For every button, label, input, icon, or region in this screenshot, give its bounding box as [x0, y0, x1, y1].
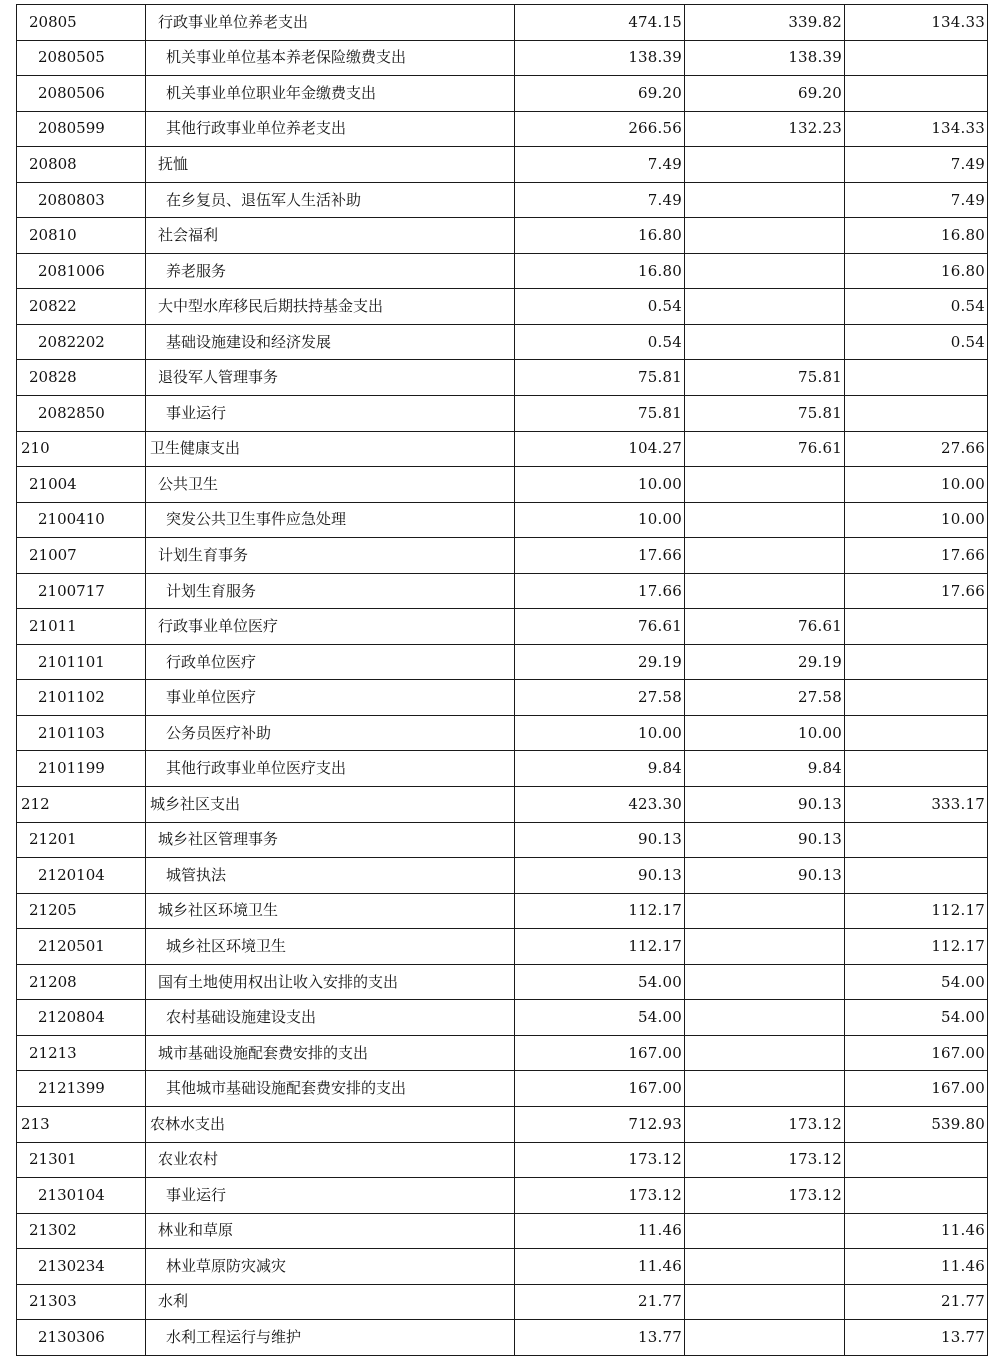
total-amount-cell: 0.54 [515, 324, 685, 360]
total-amount-cell: 112.17 [515, 929, 685, 965]
project-expenditure-cell: 17.66 [845, 573, 988, 609]
project-expenditure-cell: 27.66 [845, 431, 988, 467]
subject-name-cell: 林业草原防灾减灾 [146, 1249, 515, 1285]
project-expenditure-cell: 112.17 [845, 929, 988, 965]
project-expenditure-cell [845, 360, 988, 396]
table-row [17, 396, 988, 432]
project-expenditure-cell: 21.77 [845, 1284, 988, 1320]
project-expenditure-cell: 10.00 [845, 467, 988, 503]
project-expenditure-cell: 7.49 [845, 147, 988, 183]
project-expenditure-cell: 167.00 [845, 1071, 988, 1107]
subject-code-cell: 2130104 [17, 1178, 146, 1214]
table-row [17, 644, 988, 680]
basic-expenditure-cell [685, 893, 845, 929]
table-row [17, 751, 988, 787]
basic-expenditure-cell [685, 253, 845, 289]
subject-code-cell: 2081006 [17, 253, 146, 289]
table-row [17, 822, 988, 858]
table-row [17, 253, 988, 289]
basic-expenditure-cell: 138.39 [685, 40, 845, 76]
subject-code-cell: 21208 [17, 964, 146, 1000]
total-amount-cell: 29.19 [515, 644, 685, 680]
project-expenditure-cell: 167.00 [845, 1035, 988, 1071]
subject-name-cell: 突发公共卫生事件应急处理 [146, 502, 515, 538]
subject-name-cell: 城管执法 [146, 858, 515, 894]
basic-expenditure-cell: 339.82 [685, 5, 845, 41]
subject-name-cell: 公务员医疗补助 [146, 715, 515, 751]
subject-code-cell: 20805 [17, 5, 146, 41]
basic-expenditure-cell [685, 467, 845, 503]
total-amount-cell: 11.46 [515, 1249, 685, 1285]
basic-expenditure-cell: 75.81 [685, 360, 845, 396]
table-row [17, 1178, 988, 1214]
subject-name-cell: 林业和草原 [146, 1213, 515, 1249]
total-amount-cell: 10.00 [515, 502, 685, 538]
table-row [17, 324, 988, 360]
basic-expenditure-cell: 173.12 [685, 1178, 845, 1214]
subject-name-cell: 行政单位医疗 [146, 644, 515, 680]
project-expenditure-cell: 333.17 [845, 787, 988, 823]
total-amount-cell: 17.66 [515, 538, 685, 574]
project-expenditure-cell: 17.66 [845, 538, 988, 574]
basic-expenditure-cell [685, 929, 845, 965]
table-row [17, 5, 988, 41]
basic-expenditure-cell [685, 1213, 845, 1249]
table-row [17, 680, 988, 716]
project-expenditure-cell: 11.46 [845, 1213, 988, 1249]
total-amount-cell: 11.46 [515, 1213, 685, 1249]
table-row [17, 1035, 988, 1071]
total-amount-cell: 76.61 [515, 609, 685, 645]
table-row [17, 76, 988, 112]
subject-name-cell: 在乡复员、退伍军人生活补助 [146, 182, 515, 218]
total-amount-cell: 9.84 [515, 751, 685, 787]
total-amount-cell: 10.00 [515, 715, 685, 751]
basic-expenditure-cell [685, 1320, 845, 1356]
subject-name-cell: 农林水支出 [146, 1106, 515, 1142]
basic-expenditure-cell: 10.00 [685, 715, 845, 751]
basic-expenditure-cell [685, 964, 845, 1000]
subject-name-cell: 社会福利 [146, 218, 515, 254]
table-row [17, 360, 988, 396]
basic-expenditure-cell [685, 324, 845, 360]
subject-name-cell: 养老服务 [146, 253, 515, 289]
basic-expenditure-cell: 76.61 [685, 431, 845, 467]
project-expenditure-cell: 11.46 [845, 1249, 988, 1285]
table-row [17, 929, 988, 965]
table-row [17, 1142, 988, 1178]
subject-code-cell: 20810 [17, 218, 146, 254]
subject-name-cell: 事业单位医疗 [146, 680, 515, 716]
basic-expenditure-cell: 173.12 [685, 1106, 845, 1142]
basic-expenditure-cell: 27.58 [685, 680, 845, 716]
subject-code-cell: 2101199 [17, 751, 146, 787]
total-amount-cell: 69.20 [515, 76, 685, 112]
table-row [17, 1000, 988, 1036]
basic-expenditure-cell [685, 1000, 845, 1036]
project-expenditure-cell [845, 40, 988, 76]
basic-expenditure-cell: 76.61 [685, 609, 845, 645]
basic-expenditure-cell [685, 289, 845, 325]
subject-code-cell: 21302 [17, 1213, 146, 1249]
table-row [17, 715, 988, 751]
subject-code-cell: 2120804 [17, 1000, 146, 1036]
total-amount-cell: 54.00 [515, 964, 685, 1000]
total-amount-cell: 173.12 [515, 1178, 685, 1214]
basic-expenditure-cell [685, 1035, 845, 1071]
total-amount-cell: 167.00 [515, 1071, 685, 1107]
project-expenditure-cell [845, 858, 988, 894]
basic-expenditure-cell: 75.81 [685, 396, 845, 432]
subject-code-cell: 213 [17, 1106, 146, 1142]
total-amount-cell: 54.00 [515, 1000, 685, 1036]
table-row [17, 1320, 988, 1356]
subject-name-cell: 城乡社区环境卫生 [146, 929, 515, 965]
subject-code-cell: 2100717 [17, 573, 146, 609]
subject-code-cell: 21301 [17, 1142, 146, 1178]
total-amount-cell: 712.93 [515, 1106, 685, 1142]
table-body [17, 5, 988, 1356]
total-amount-cell: 16.80 [515, 218, 685, 254]
expenditure-table [16, 4, 988, 1356]
table-row [17, 1249, 988, 1285]
subject-code-cell: 21213 [17, 1035, 146, 1071]
project-expenditure-cell [845, 644, 988, 680]
total-amount-cell: 90.13 [515, 858, 685, 894]
subject-name-cell: 城乡社区支出 [146, 787, 515, 823]
basic-expenditure-cell: 132.23 [685, 111, 845, 147]
total-amount-cell: 104.27 [515, 431, 685, 467]
subject-name-cell: 城乡社区环境卫生 [146, 893, 515, 929]
basic-expenditure-cell: 90.13 [685, 858, 845, 894]
project-expenditure-cell: 13.77 [845, 1320, 988, 1356]
subject-code-cell: 2121399 [17, 1071, 146, 1107]
subject-code-cell: 21007 [17, 538, 146, 574]
total-amount-cell: 75.81 [515, 396, 685, 432]
table-row [17, 182, 988, 218]
subject-code-cell: 2082850 [17, 396, 146, 432]
project-expenditure-cell: 10.00 [845, 502, 988, 538]
subject-name-cell: 计划生育事务 [146, 538, 515, 574]
total-amount-cell: 17.66 [515, 573, 685, 609]
table-row [17, 1071, 988, 1107]
total-amount-cell: 13.77 [515, 1320, 685, 1356]
subject-code-cell: 2080599 [17, 111, 146, 147]
subject-code-cell: 2101102 [17, 680, 146, 716]
total-amount-cell: 138.39 [515, 40, 685, 76]
project-expenditure-cell [845, 751, 988, 787]
table-row [17, 858, 988, 894]
basic-expenditure-cell: 9.84 [685, 751, 845, 787]
table-row [17, 538, 988, 574]
project-expenditure-cell: 0.54 [845, 324, 988, 360]
basic-expenditure-cell: 90.13 [685, 822, 845, 858]
total-amount-cell: 474.15 [515, 5, 685, 41]
basic-expenditure-cell: 29.19 [685, 644, 845, 680]
total-amount-cell: 27.58 [515, 680, 685, 716]
table-row [17, 111, 988, 147]
total-amount-cell: 266.56 [515, 111, 685, 147]
subject-name-cell: 其他城市基础设施配套费安排的支出 [146, 1071, 515, 1107]
project-expenditure-cell [845, 715, 988, 751]
subject-name-cell: 城乡社区管理事务 [146, 822, 515, 858]
total-amount-cell: 16.80 [515, 253, 685, 289]
subject-name-cell: 行政事业单位医疗 [146, 609, 515, 645]
table-row [17, 787, 988, 823]
subject-code-cell: 2120104 [17, 858, 146, 894]
subject-code-cell: 2130234 [17, 1249, 146, 1285]
total-amount-cell: 10.00 [515, 467, 685, 503]
table-row [17, 467, 988, 503]
table-row [17, 1106, 988, 1142]
subject-code-cell: 2130306 [17, 1320, 146, 1356]
total-amount-cell: 173.12 [515, 1142, 685, 1178]
table-row [17, 218, 988, 254]
subject-name-cell: 计划生育服务 [146, 573, 515, 609]
subject-code-cell: 2101101 [17, 644, 146, 680]
subject-name-cell: 国有土地使用权出让收入安排的支出 [146, 964, 515, 1000]
subject-name-cell: 其他行政事业单位医疗支出 [146, 751, 515, 787]
table-row [17, 431, 988, 467]
basic-expenditure-cell [685, 573, 845, 609]
project-expenditure-cell: 54.00 [845, 1000, 988, 1036]
subject-code-cell: 21303 [17, 1284, 146, 1320]
subject-name-cell: 机关事业单位基本养老保险缴费支出 [146, 40, 515, 76]
table-row [17, 40, 988, 76]
project-expenditure-cell: 112.17 [845, 893, 988, 929]
table-row [17, 964, 988, 1000]
basic-expenditure-cell: 90.13 [685, 787, 845, 823]
project-expenditure-cell [845, 396, 988, 432]
project-expenditure-cell: 16.80 [845, 253, 988, 289]
project-expenditure-cell [845, 680, 988, 716]
total-amount-cell: 423.30 [515, 787, 685, 823]
table-row [17, 502, 988, 538]
subject-name-cell: 退役军人管理事务 [146, 360, 515, 396]
subject-name-cell: 农业农村 [146, 1142, 515, 1178]
subject-code-cell: 20828 [17, 360, 146, 396]
subject-name-cell: 农村基础设施建设支出 [146, 1000, 515, 1036]
project-expenditure-cell: 0.54 [845, 289, 988, 325]
project-expenditure-cell [845, 822, 988, 858]
total-amount-cell: 90.13 [515, 822, 685, 858]
subject-name-cell: 基础设施建设和经济发展 [146, 324, 515, 360]
project-expenditure-cell [845, 1178, 988, 1214]
project-expenditure-cell: 54.00 [845, 964, 988, 1000]
basic-expenditure-cell [685, 1284, 845, 1320]
subject-code-cell: 21205 [17, 893, 146, 929]
subject-code-cell: 21201 [17, 822, 146, 858]
project-expenditure-cell: 7.49 [845, 182, 988, 218]
total-amount-cell: 112.17 [515, 893, 685, 929]
subject-code-cell: 21011 [17, 609, 146, 645]
subject-name-cell: 行政事业单位养老支出 [146, 5, 515, 41]
table-row [17, 1213, 988, 1249]
subject-name-cell: 抚恤 [146, 147, 515, 183]
project-expenditure-cell: 539.80 [845, 1106, 988, 1142]
total-amount-cell: 7.49 [515, 147, 685, 183]
total-amount-cell: 0.54 [515, 289, 685, 325]
table-row [17, 147, 988, 183]
project-expenditure-cell [845, 1142, 988, 1178]
project-expenditure-cell [845, 76, 988, 112]
subject-name-cell: 城市基础设施配套费安排的支出 [146, 1035, 515, 1071]
subject-code-cell: 20808 [17, 147, 146, 183]
subject-code-cell: 21004 [17, 467, 146, 503]
project-expenditure-cell: 134.33 [845, 111, 988, 147]
subject-name-cell: 机关事业单位职业年金缴费支出 [146, 76, 515, 112]
subject-name-cell: 大中型水库移民后期扶持基金支出 [146, 289, 515, 325]
basic-expenditure-cell [685, 538, 845, 574]
table-row [17, 609, 988, 645]
project-expenditure-cell: 134.33 [845, 5, 988, 41]
subject-name-cell: 其他行政事业单位养老支出 [146, 111, 515, 147]
table-row [17, 289, 988, 325]
basic-expenditure-cell [685, 218, 845, 254]
project-expenditure-cell: 16.80 [845, 218, 988, 254]
subject-code-cell: 2080803 [17, 182, 146, 218]
subject-code-cell: 2100410 [17, 502, 146, 538]
project-expenditure-cell [845, 609, 988, 645]
basic-expenditure-cell: 69.20 [685, 76, 845, 112]
subject-name-cell: 公共卫生 [146, 467, 515, 503]
subject-code-cell: 20822 [17, 289, 146, 325]
subject-name-cell: 卫生健康支出 [146, 431, 515, 467]
subject-code-cell: 212 [17, 787, 146, 823]
basic-expenditure-cell [685, 147, 845, 183]
subject-code-cell: 2082202 [17, 324, 146, 360]
basic-expenditure-cell [685, 1071, 845, 1107]
subject-name-cell: 事业运行 [146, 1178, 515, 1214]
table-row [17, 893, 988, 929]
total-amount-cell: 167.00 [515, 1035, 685, 1071]
subject-code-cell: 2101103 [17, 715, 146, 751]
total-amount-cell: 21.77 [515, 1284, 685, 1320]
subject-name-cell: 水利 [146, 1284, 515, 1320]
subject-name-cell: 事业运行 [146, 396, 515, 432]
basic-expenditure-cell [685, 182, 845, 218]
table-row [17, 573, 988, 609]
table-row [17, 1284, 988, 1320]
basic-expenditure-cell [685, 1249, 845, 1285]
subject-code-cell: 210 [17, 431, 146, 467]
basic-expenditure-cell [685, 502, 845, 538]
total-amount-cell: 75.81 [515, 360, 685, 396]
subject-code-cell: 2120501 [17, 929, 146, 965]
subject-code-cell: 2080505 [17, 40, 146, 76]
total-amount-cell: 7.49 [515, 182, 685, 218]
basic-expenditure-cell: 173.12 [685, 1142, 845, 1178]
subject-name-cell: 水利工程运行与维护 [146, 1320, 515, 1356]
subject-code-cell: 2080506 [17, 76, 146, 112]
